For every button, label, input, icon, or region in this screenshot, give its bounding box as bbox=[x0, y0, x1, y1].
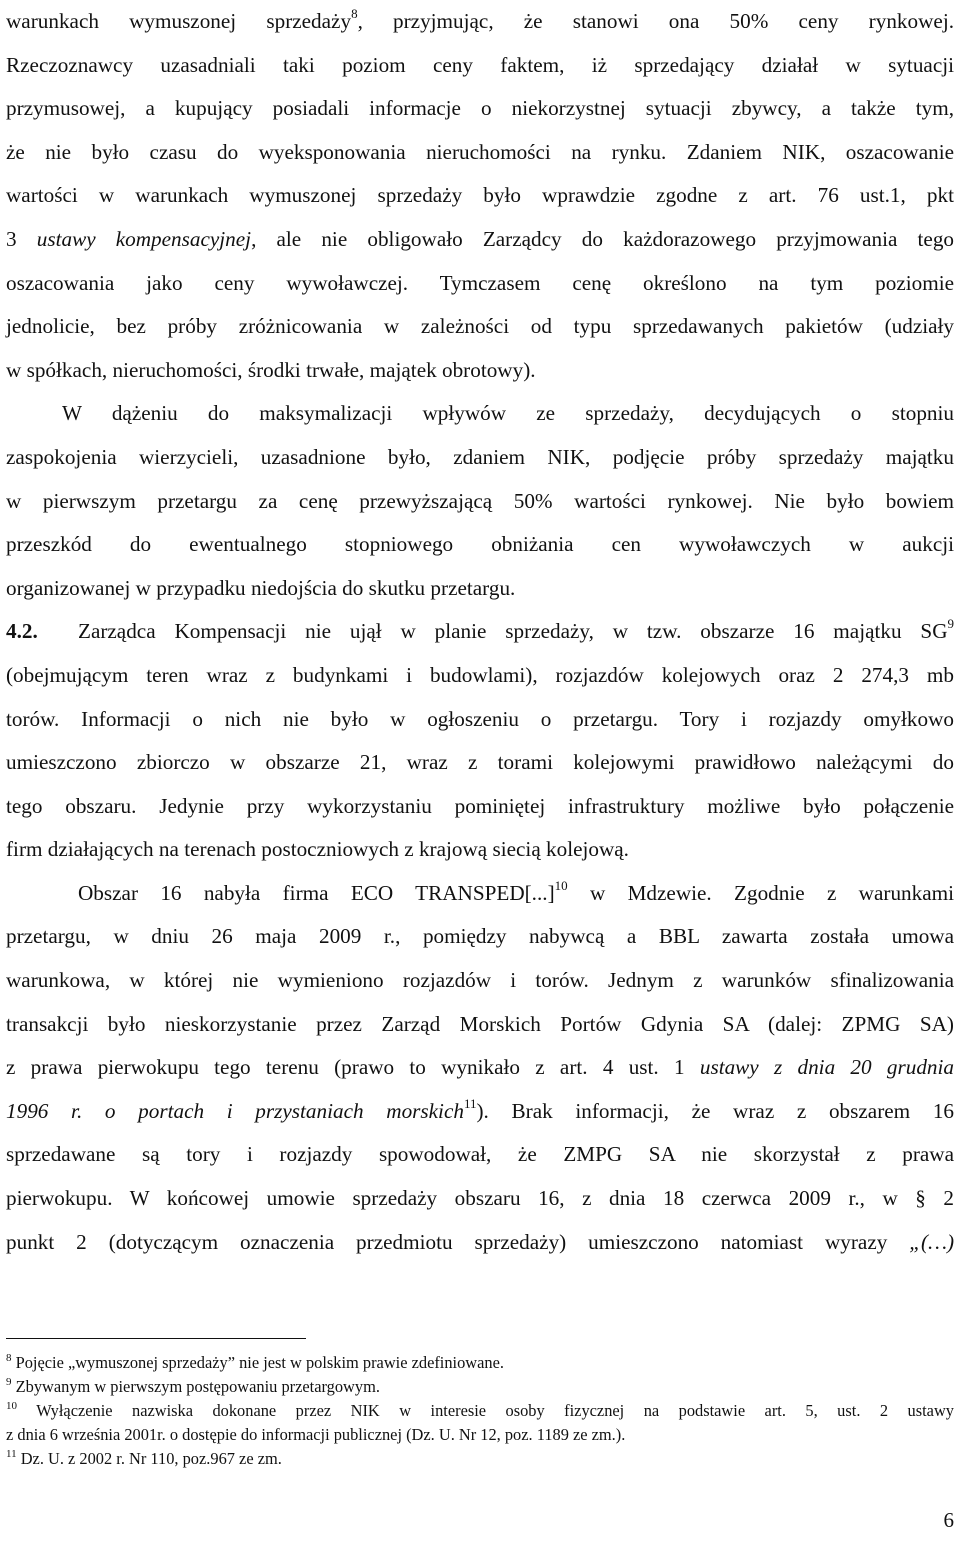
text-line: oszacowania jako ceny wywoławczej. Tymczasem cenę określono na tym poziomie bbox=[6, 270, 954, 295]
text-line: w pierwszym przetargu za cenę przewyższającą 50% wartości rynkowej. Nie było bowiem bbox=[6, 488, 954, 513]
footnote-text: Zbywanym w pierwszym postępowaniu przetargowym. bbox=[15, 1377, 380, 1396]
text-line: punkt 2 (dotyczącym oznaczenia przedmiotu sprzedaży) umieszczono natomiast wyrazy bbox=[6, 1229, 910, 1254]
text-line: warunkowa, w której nie wymieniono rozjazdów i torów. Jednym z warunków sfinalizowania bbox=[6, 968, 954, 993]
act-name-italic: ustawy z dnia 20 grudnia bbox=[699, 1055, 954, 1080]
text-line: torów. Informacji o nich nie było w ogłoszeniu o przetargu. Tory i rozjazdy omyłkowo bbox=[6, 706, 954, 731]
text-line: transakcji było nieskorzystanie przez Zarząd Morskich Portów Gdynia SA (dalej: ZPMG SA) bbox=[6, 1011, 954, 1036]
footnote-11 bbox=[6, 1447, 954, 1471]
footnotes bbox=[6, 1351, 954, 1471]
text-line: zaspokojenia wierzycieli, uzasadnione było, zdaniem NIK, podjęcie próby sprzedaży majątku bbox=[6, 444, 954, 469]
footnote-separator bbox=[6, 1338, 306, 1339]
text-line: przeszkód do ewentualnego stopniowego obniżania cen wywoławczych w aukcji bbox=[6, 532, 954, 557]
text-line: (obejmującym teren wraz z budynkami i budowlami), rozjazdów kolejowych oraz 2 274,3 mb bbox=[6, 662, 954, 687]
text-line: ). Brak informacji, że wraz z obszarem 16 bbox=[476, 1098, 955, 1123]
text-line: z prawa pierwokupu tego terenu (prawo to wynikało z art. 4 ust. 1 bbox=[6, 1055, 700, 1080]
footnote-ref-9: 9 bbox=[947, 616, 954, 632]
text-line: tego obszaru. Jedynie przy wykorzystaniu pominiętej infrastruktury możliwe było połączenie bbox=[6, 793, 954, 818]
text-line: Zarządca Kompensacji nie ujął w planie sprzedaży, w tzw. obszarze 16 majątku SG bbox=[78, 619, 948, 644]
text-line: wartości w warunkach wymuszonej sprzedaży było wprawdzie zgodne z art. 76 ust.1, pkt bbox=[6, 183, 954, 208]
section-number: 4.2. bbox=[6, 619, 38, 644]
footnote-ref-11: 11 bbox=[463, 1095, 477, 1111]
text-line: , ale nie obligowało Zarządcy do każdorazowego przyjmowania tego bbox=[251, 226, 955, 251]
text-line: jednolicie, bez próby zróżnicowania w zależności od typu sprzedawanych pakietów (udziały bbox=[6, 314, 954, 339]
act-name-italic: 1996 r. o portach i przystaniach morskich bbox=[6, 1098, 464, 1123]
footnote-text: Pojęcie „wymuszonej sprzedaży” nie jest w polskim prawie zdefiniowane. bbox=[15, 1353, 504, 1372]
text-line: sprzedawane są tory i rozjazdy spowodował, że ZMPG SA nie skorzystał z prawa bbox=[6, 1142, 954, 1167]
footnote-number: 9 bbox=[6, 1375, 12, 1388]
text-line: przetargu, w dniu 26 maja 2009 r., pomiędzy nabywcą a BBL zawarta została umowa bbox=[6, 924, 954, 949]
paragraph-1 bbox=[6, 0, 954, 392]
text-line: W dążeniu do maksymalizacji wpływów ze sprzedaży, decydujących o stopniu bbox=[62, 401, 954, 426]
page-number: 6 bbox=[943, 1508, 954, 1532]
text-line: w Mdzewie. Zgodnie z warunkami bbox=[567, 880, 954, 905]
text-line: , przyjmując, że stanowi ona 50% ceny rynkowej. bbox=[357, 9, 955, 33]
text-line: firm działających na terenach postoczniowych z krajową siecią kolejową. bbox=[6, 837, 629, 862]
quote-italic: „(…) bbox=[909, 1229, 954, 1254]
footnote-10 bbox=[6, 1399, 954, 1447]
text-line: przymusowej, a kupujący posiadali informacje o niekorzystnej sytuacji zbywcy, a także tym, bbox=[6, 96, 954, 121]
footnote-8 bbox=[6, 1351, 954, 1375]
footnote-ref-10: 10 bbox=[554, 877, 568, 893]
paragraph-2 bbox=[6, 392, 954, 610]
text-line: pierwokupu. W końcowej umowie sprzedaży obszaru 16, z dnia 18 czerwca 2009 r., w § 2 bbox=[6, 1186, 954, 1211]
text-line: Rzeczoznawcy uzasadniali taki poziom ceny faktem, iż sprzedający działał w sytuacji bbox=[6, 52, 954, 77]
section-4-2 bbox=[6, 610, 954, 872]
footnote-number: 10 bbox=[6, 1399, 17, 1412]
footnote-number: 11 bbox=[6, 1447, 17, 1460]
body-text bbox=[6, 0, 954, 1264]
paragraph-3 bbox=[6, 872, 954, 1264]
footnote-number: 8 bbox=[6, 1351, 12, 1364]
footnote-text: z dnia 6 września 2001r. o dostępie do informacji publicznej (Dz. U. Nr 12, poz. 1189 ze zm.). bbox=[6, 1425, 626, 1444]
footnote-text: Wyłączenie nazwiska dokonane przez NIK w interesie osoby fizycznej na podstawie art. 5, ust. 2 ustawy bbox=[36, 1401, 954, 1420]
text-line: organizowanej w przypadku niedojścia do skutku przetargu. bbox=[6, 575, 516, 600]
text-line: warunkach wymuszonej sprzedaży bbox=[6, 9, 352, 33]
footnote-9 bbox=[6, 1375, 954, 1399]
text-line: że nie było czasu do wyeksponowania nieruchomości na rynku. Zdaniem NIK, oszacowanie bbox=[6, 139, 954, 164]
footnote-ref-8: 8 bbox=[351, 5, 358, 21]
act-name-italic: ustawy kompensacyjnej bbox=[36, 226, 252, 251]
text-line: w spółkach, nieruchomości, środki trwałe, majątek obrotowy). bbox=[6, 357, 536, 382]
footnote-text: Dz. U. z 2002 r. Nr 110, poz.967 ze zm. bbox=[20, 1449, 282, 1468]
text-line: Obszar 16 nabyła firma ECO TRANSPED[...] bbox=[78, 880, 555, 905]
text-line: umieszczono zbiorczo w obszarze 21, wraz z torami kolejowymi prawidłowo należącymi do bbox=[6, 750, 954, 775]
document-page bbox=[6, 0, 955, 1468]
text-line: 3 bbox=[6, 226, 37, 251]
